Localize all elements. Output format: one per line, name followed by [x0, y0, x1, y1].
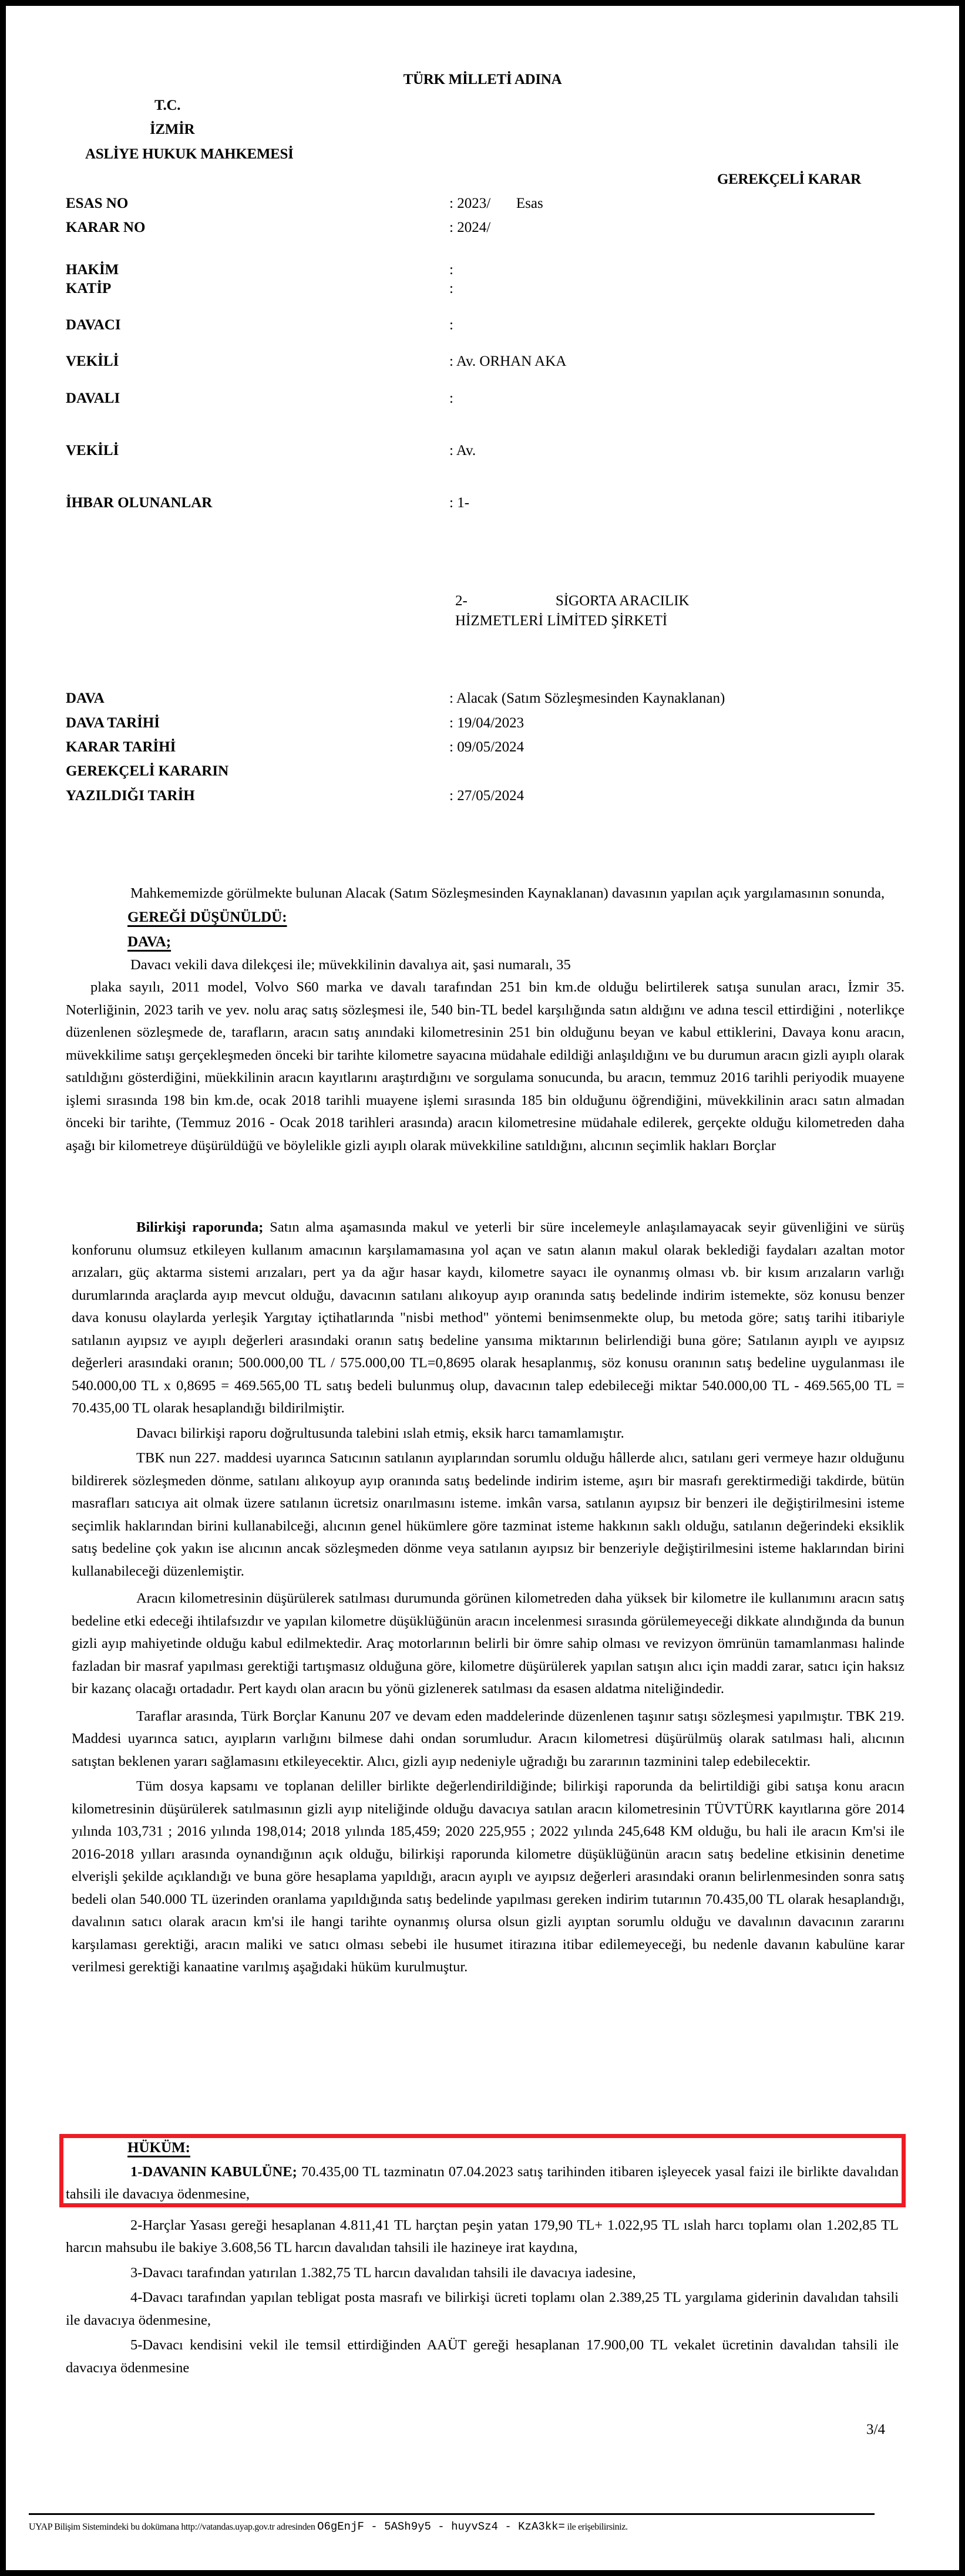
bilirkisi-paragraph: Satın alma aşamasında makul ve yeterli bir süre incelemeyle anlaşılamayacak seyir güvenliğini ve sürüş konforunu olumsuz etkileyen kullanım amacının karşılamamasına yol açan ve satın alanın makul olarak beklediği faydaları azaltan motor arızaları, güç aktarma sistemi arızaları, pert ya da ağır hasar kaydı, kilometre sayacı ile oynanmış olması vb. bir kısım arızaların varlığı durumlarında araçlarda ayıp mevcut olduğu, davacının satılanı alıkoyup ayıp oranında satış bedelinde indirim istemekte, söz konusu benzer dava konusu olaylarda yerleşik Yargıtay içtihatlarında "nisbi method" yöntemi benimsenmekte olup, bu metoda göre; satış tarihi itibariyle satılanın ayıpsız ve ayıplı değerleri arasındaki oranın satış bedeline yansıma miktarının belirlendiği buna göre; Satılanın ayıplı ve ayıpsız değerleri arasındaki oranın; 500.000,00 TL / 575.000,00 TL=0,8695 olarak hesaplanmış, söz konusu oranının satış bedeline uygulanması ile 540.000,00 TL x 0,8695 = 469.565,00 TL satış bedeli bulunmuş olup, davacının talep edebileceği miktar 540.000,00 TL - 469.565,00 TL = 70.435,00 TL olarak hesaplandığı bildirilmiştir.	[72, 1219, 905, 1416]
hukum-section	[66, 2137, 899, 2379]
city-label: İZMİR	[150, 122, 195, 137]
footer-text	[29, 2520, 628, 2533]
tum-dosya-paragraph: Tüm dosya kapsamı ve toplanan deliller birlikte değerlendirildiğinde; bilirkişi raporunda da belirtildiği gibi satışa konu aracın kilometresinin düşürülerek satılmasının gizli ayıp niteliğinde olduğu davacıya satılan aracın kilometresinin TÜVTÜRK kayıtlarına göre 2014 yılında 103,731 ; 2016 yılında 198,014; 2018 yılında 185,459; 2020 225,955 ; 2022 yılında 245,648 KM olduğu, bu hali ile aracın Km'si ile 2016-2018 yılları arasında oynandığının açık olduğu, bilirkişi raporunda kilometre düşüklüğünün aracın satış bedeline etkisinin denetime elverişli şekilde açıklandığı ve buna göre hesaplama yapıldığı, aracın ayıplı ve ayıpsız değerleri arasındaki oranın belirlenmesinden sonra satış bedeli olan 540.000 TL üzerinden oranlama yapıldığında satış bedelinde yapılması gereken indirim tutarının 70.435,00 TL olarak hesaplandığı, davalının satıcı olarak aracın km'si ile hangi tarihte oynanmış olursa olsun gizli ayıptan sorumlu olduğu ve davalının davacının zararını karşılaması gerektiği, aracın maliki ve satıcı olması sebebi ile husumet itirazına itibar edilemeyeceği, bu nedenle davanın kabulüne karar verilmesi gerektiği kanaatine varılmış aşağıdaki hüküm kurulmuştur.	[72, 1778, 905, 1975]
field-label-davali-vekili: VEKİLİ	[66, 443, 119, 458]
field-label-davali: DAVALI	[66, 390, 120, 406]
footer-suffix: ile erişebilirsiniz.	[564, 2522, 628, 2532]
nation-header: TÜRK MİLLETİ ADINA	[403, 72, 562, 87]
bilirkisi-heading: Bilirkişi raporunda;	[136, 1219, 264, 1235]
state-label: T.C.	[154, 97, 181, 113]
field-value-dava: : Alacak (Satım Sözleşmesinden Kaynaklanan)	[449, 690, 725, 706]
field-label-hakim: HAKİM	[66, 262, 119, 278]
field-value-yazildigi-tarih: : 27/05/2024	[449, 788, 524, 804]
islah-paragraph: Davacı bilirkişi raporu doğrultusunda talebini ıslah etmiş, eksik harcı tamamlamıştır.	[136, 1425, 624, 1441]
field-value-ihbar-2: 2- SİGORTA ARACILIK	[455, 593, 690, 609]
dava-heading: DAVA;	[127, 934, 172, 950]
hukum-heading: HÜKÜM:	[127, 2140, 190, 2156]
footer-access-code: O6gEnjF - 5ASh9y5 - huyvSz4 - KzA3kk=	[317, 2520, 565, 2533]
bilirkisi-section	[72, 1216, 905, 1979]
hukum-item3: 3-Davacı tarafından yatırılan 1.382,75 TL harcın davalıdan tahsili ile davacıya iadesine,	[130, 2264, 636, 2281]
field-label-karar-no: KARAR NO	[66, 220, 146, 235]
field-value-davaci-vekili: : Av. ORHAN AKA	[449, 353, 567, 369]
dava-paragraph-line1: Davacı vekili dava dilekçesi ile; müvekkilinin davalıya ait, şasi numaralı, 35	[130, 956, 571, 973]
footer-divider	[29, 2513, 875, 2515]
field-value-ihbar-2-cont: HİZMETLERİ LİMİTED ŞİRKETİ	[455, 613, 668, 629]
field-value-esas-no: : 2023/ Esas	[449, 195, 543, 211]
field-value-ihbar-1: : 1-	[449, 495, 470, 511]
tbk227-paragraph: TBK nun 227. maddesi uyarınca Satıcının satılanın ayıplarından sorumlu olduğu hâllerde alıcı, satılanı geri vermeye hazır olduğunu bildirerek sözleşmeden dönme, satılanı alıkoyup ayıp oranında satış bedelinde indirim isteme, aşırı bir masrafı gerektirmediği takdirde, bütün masrafları satıcıya ait olmak üzere satılanın ücretsiz onarılmasını isteme. imkân varsa, satılanın ayıpsız bir benzeri ile değiştirilmesini isteme seçimlik haklarından birini kullanabilceği, alıcının genel hükümlere göre tazminat isteme hakkının saklı olduğu, satılanın değerindeki eksiklik satış bedeline çok yakın ise alıcının ancak sözleşmeden dönme veya satılanın ayıpsız bir benzeriyle değiştirilmesini isteme haklarından birini kullanabileceği düzenlemiştir.	[72, 1450, 905, 1579]
hukum-item1-heading: 1-DAVANIN KABULÜNE;	[130, 2163, 297, 2180]
field-value-davaci: :	[449, 317, 453, 333]
field-value-davali: :	[449, 390, 453, 406]
document-page	[6, 6, 959, 2570]
hukum-item1-text: 70.435,00 TL tazminatın 07.04.2023 satış tarihinden itibaren işleyecek yasal faizi ile birlikte davalıdan tahsili ile davacıya ödenmesine,	[66, 2163, 899, 2202]
field-value-davali-vekili: : Av.	[449, 443, 476, 458]
field-value-dava-tarihi: : 19/04/2023	[449, 715, 524, 731]
field-value-karar-tarihi: : 09/05/2024	[449, 739, 524, 755]
gereği-dusunuldu-heading: GEREĞİ DÜŞÜNÜLDÜ:	[127, 909, 287, 925]
field-label-karar-tarihi: KARAR TARİHİ	[66, 739, 176, 755]
field-value-katip: :	[449, 281, 453, 296]
field-value-hakim: :	[449, 262, 453, 278]
field-label-ihbar: İHBAR OLUNANLAR	[66, 495, 213, 511]
footer-prefix: UYAP Bilişim Sistemindeki bu dokümana http://vatandas.uyap.gov.tr adresinden	[29, 2522, 318, 2532]
hukum-item4: 4-Davacı tarafından yapılan tebligat posta masrafı ve bilirkişi ücreti toplamı olan 2.389,25 TL yargılama giderinin davalıdan tahsili ile davacıya ödenmesine,	[66, 2290, 899, 2328]
dava-paragraph: plaka sayılı, 2011 model, Volvo S60 marka ve davalı tarafından 251 bin km.de olduğu belirtilerek satışa sunulan aracı, İzmir 35. Noterliğinin, 2023 tarih ve yev. nolu araç satış sözleşmesi ile, 540 bin-TL bedel karşılığında satın aldığını ve adına tescil ettirdiğini , noterlikçe düzenlenen sözleşmede de, tarafların, aracın satış anındaki kilometresinin 251 bin olduğunu beyan ve kabul ettiklerini, Davaya konu aracın, müvekkilime satışı gerçekleşmeden önceki bir tarihte kilometre sayacına müdahale edildiği anlaşıldığını ve bu durumun aracın gizli ayıplı olarak satıldığını gösterdiğini, müekkilinin aracın kayıtlarını araştırdığını ve sorgulama sonucunda, bu aracın, temmuz 2016 tarihli periyodik muayene işlemi sırasında 198 bin km.de, ocak 2018 tarihli muayene işlemi sırasında 185 bin olduğunu öğrendiğini, müvekkilinin aracı satın almadan önceki bir tarihte, (Temmuz 2016 - Ocak 2018 tarihleri arasında) aracın kilometresine müdahale edilerek, gerçekte olduğu kilometreden daha aşağı bir kilometreye düşürüldüğü ve böylelikle gizli ayıplı olarak müvekkiline satıldığını, alıcının seçimlik hakları Borçlar	[66, 979, 905, 1154]
doc-type: GEREKÇELİ KARAR	[717, 171, 861, 187]
intro-section	[66, 882, 905, 1157]
hukum-item5: 5-Davacı kendisini vekil ile temsil ettirdiğinden AAÜT gereği hesaplanan 17.900,00 TL vekalet ücretinin davalıdan tahsili ile davacıya ödenmesine	[66, 2337, 899, 2376]
field-value-karar-no: : 2024/	[449, 220, 491, 235]
taraflar-paragraph: Taraflar arasında, Türk Borçlar Kanunu 207 ve devam eden maddelerinde düzenlenen taşınır satışı sözleşmesi yapılmıştır. TBK 219. Maddesi uyarınca satıcı, ayıpların varlığını bilmese dahi ondan sorumludur. Aracın kilometresi düşürülmüş olarak satılması hali, alıcının satıştan beklenen yararı sağlamasını etkileyecektir. Alıcı, gizli ayıp nedeniyle uğradığı bu zararının tazminini talep edebilecektir.	[72, 1708, 905, 1769]
hukum-item2: 2-Harçlar Yasası gereği hesaplanan 4.811,41 TL harçtan peşin yatan 179,90 TL+ 1.022,95 TL ıslah harcı toplamı olan 1.202,85 TL harcın mahsubu ile bakiye 3.608,56 TL harcın davalıdan tahsili ile hazineye irat kaydına,	[66, 2217, 899, 2255]
field-label-katip: KATİP	[66, 281, 112, 296]
field-label-yazildigi-tarih: YAZILDIĞI TARİH	[66, 788, 195, 804]
km-dusurme-paragraph: Aracın kilometresinin düşürülerek satılması durumunda görünen kilometreden daha yüksek bir kilometre ile kullanımını aracın satış bedeline etki edeceği ihtilafsızdır ve yapılan kilometre düşüklüğünün aracın incelenmesi sırasında görülemeyeceği dikkate alındığında da bunun gizli ayıp mahiyetinde olduğu kabul edilmektedir. Araç motorlarının belirli bir ömre sahip olması ve revizyon ömrünün tamamlanması halinde fazladan bir masraf yapılması gerektiği tartışmasız olduğuna göre, kilometre düşürülerek yapılan satışın alıcı için maddi zarar, satıcı için haksız bir kazanç olacağı ortadadır. Pert kaydı olan aracın bu yönü gizlenerek satılması da esasen aldatma niteliğindedir.	[72, 1590, 905, 1697]
field-label-gerekceli-kararin: GEREKÇELİ KARARIN	[66, 763, 229, 779]
field-label-dava: DAVA	[66, 690, 105, 706]
field-label-davaci-vekili: VEKİLİ	[66, 353, 119, 369]
intro-paragraph: Mahkememizde görülmekte bulunan Alacak (Satım Sözleşmesinden Kaynaklanan) davasının yapılan açık yargılamasının sonunda,	[130, 885, 885, 901]
page-number: 3/4	[866, 2422, 885, 2437]
field-label-davaci: DAVACI	[66, 317, 121, 333]
field-label-esas-no: ESAS NO	[66, 195, 129, 211]
field-label-dava-tarihi: DAVA TARİHİ	[66, 715, 160, 731]
court-name: ASLİYE HUKUK MAHKEMESİ	[85, 146, 294, 162]
